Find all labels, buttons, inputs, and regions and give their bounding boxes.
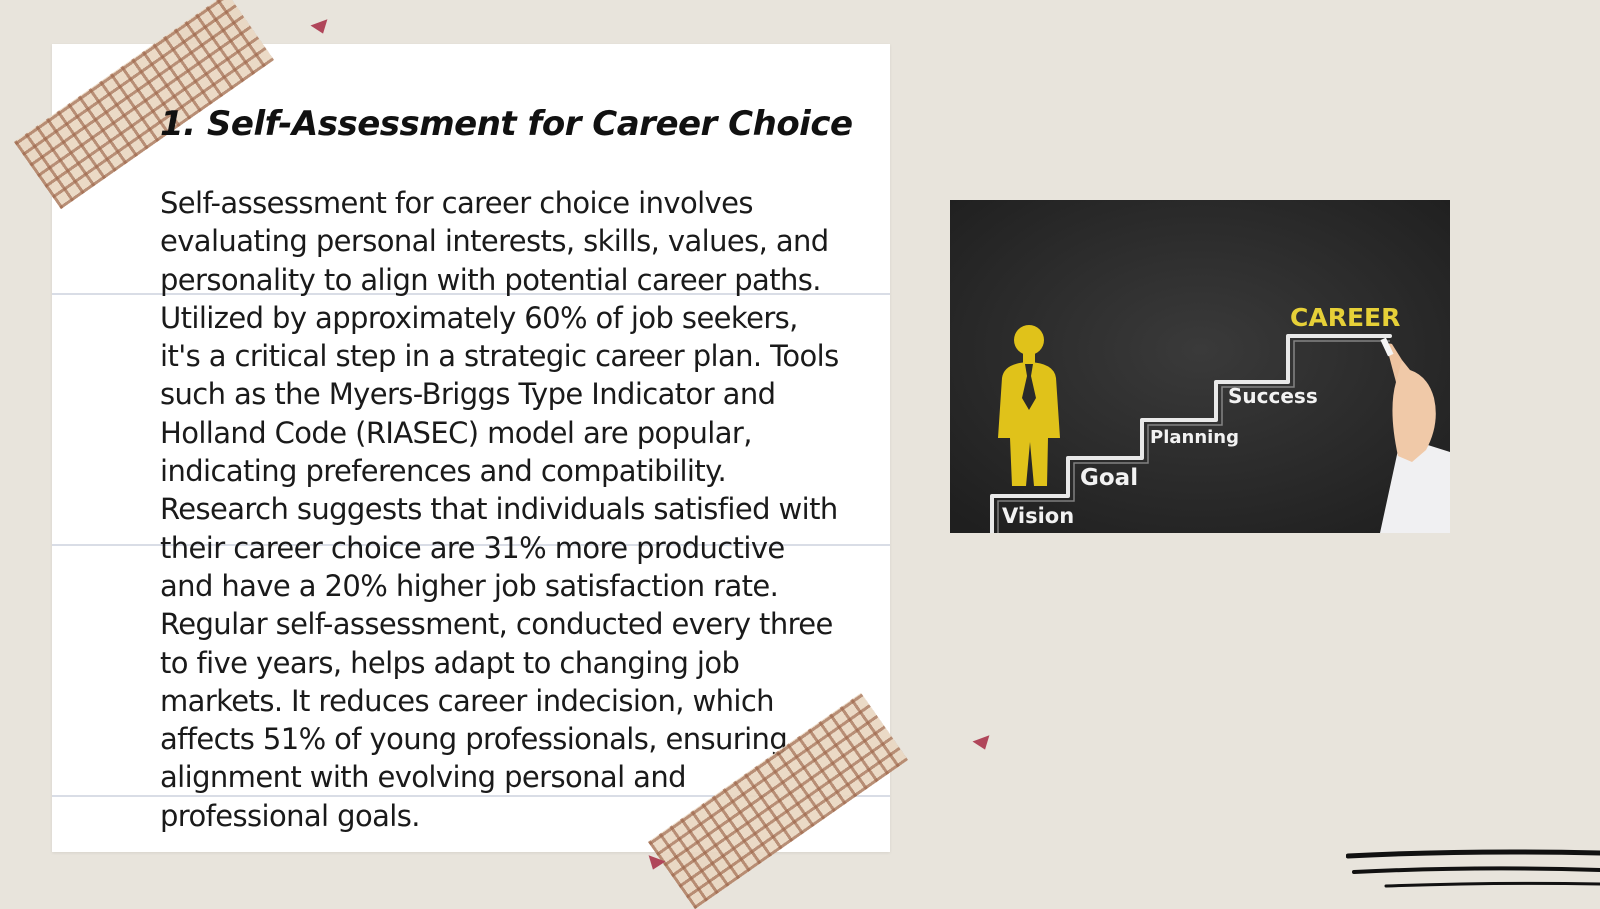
step-label-success: Success bbox=[1228, 384, 1318, 408]
slide-body-text: Self-assessment for career choice involves evaluating personal interests, skills, values, and personality to align with potential career paths. Utilized by approximately 60% of job seekers, it's a critical step in a strategic career plan. Tools such as the Myers-Briggs Type Indicator and Holland Code (RIASEC) model are popular, indicating preferences and compatibility. Research suggests that individuals satisfied with their career choice are 31% more productive and have a 20% higher job satisfaction rate. Regular self-assessment, conducted every three to five years, helps adapt to changing job markets. It reduces career indecision, which affects 51% of young professionals, ensuring alignment with evolving personal and professional goals. bbox=[160, 186, 839, 833]
step-label-vision: Vision bbox=[1002, 504, 1075, 528]
step-label-goal: Goal bbox=[1080, 465, 1139, 491]
career-stairs-illustration bbox=[950, 200, 1450, 533]
career-stairs-image bbox=[950, 200, 1450, 533]
pin-icon bbox=[972, 735, 993, 752]
decorative-brush-lines bbox=[1346, 844, 1600, 894]
step-label-planning: Planning bbox=[1150, 427, 1240, 448]
pin-icon bbox=[310, 19, 331, 36]
slide-title: 1. Self-Assessment for Career Choice bbox=[160, 104, 853, 144]
career-label: CAREER bbox=[1290, 303, 1401, 332]
